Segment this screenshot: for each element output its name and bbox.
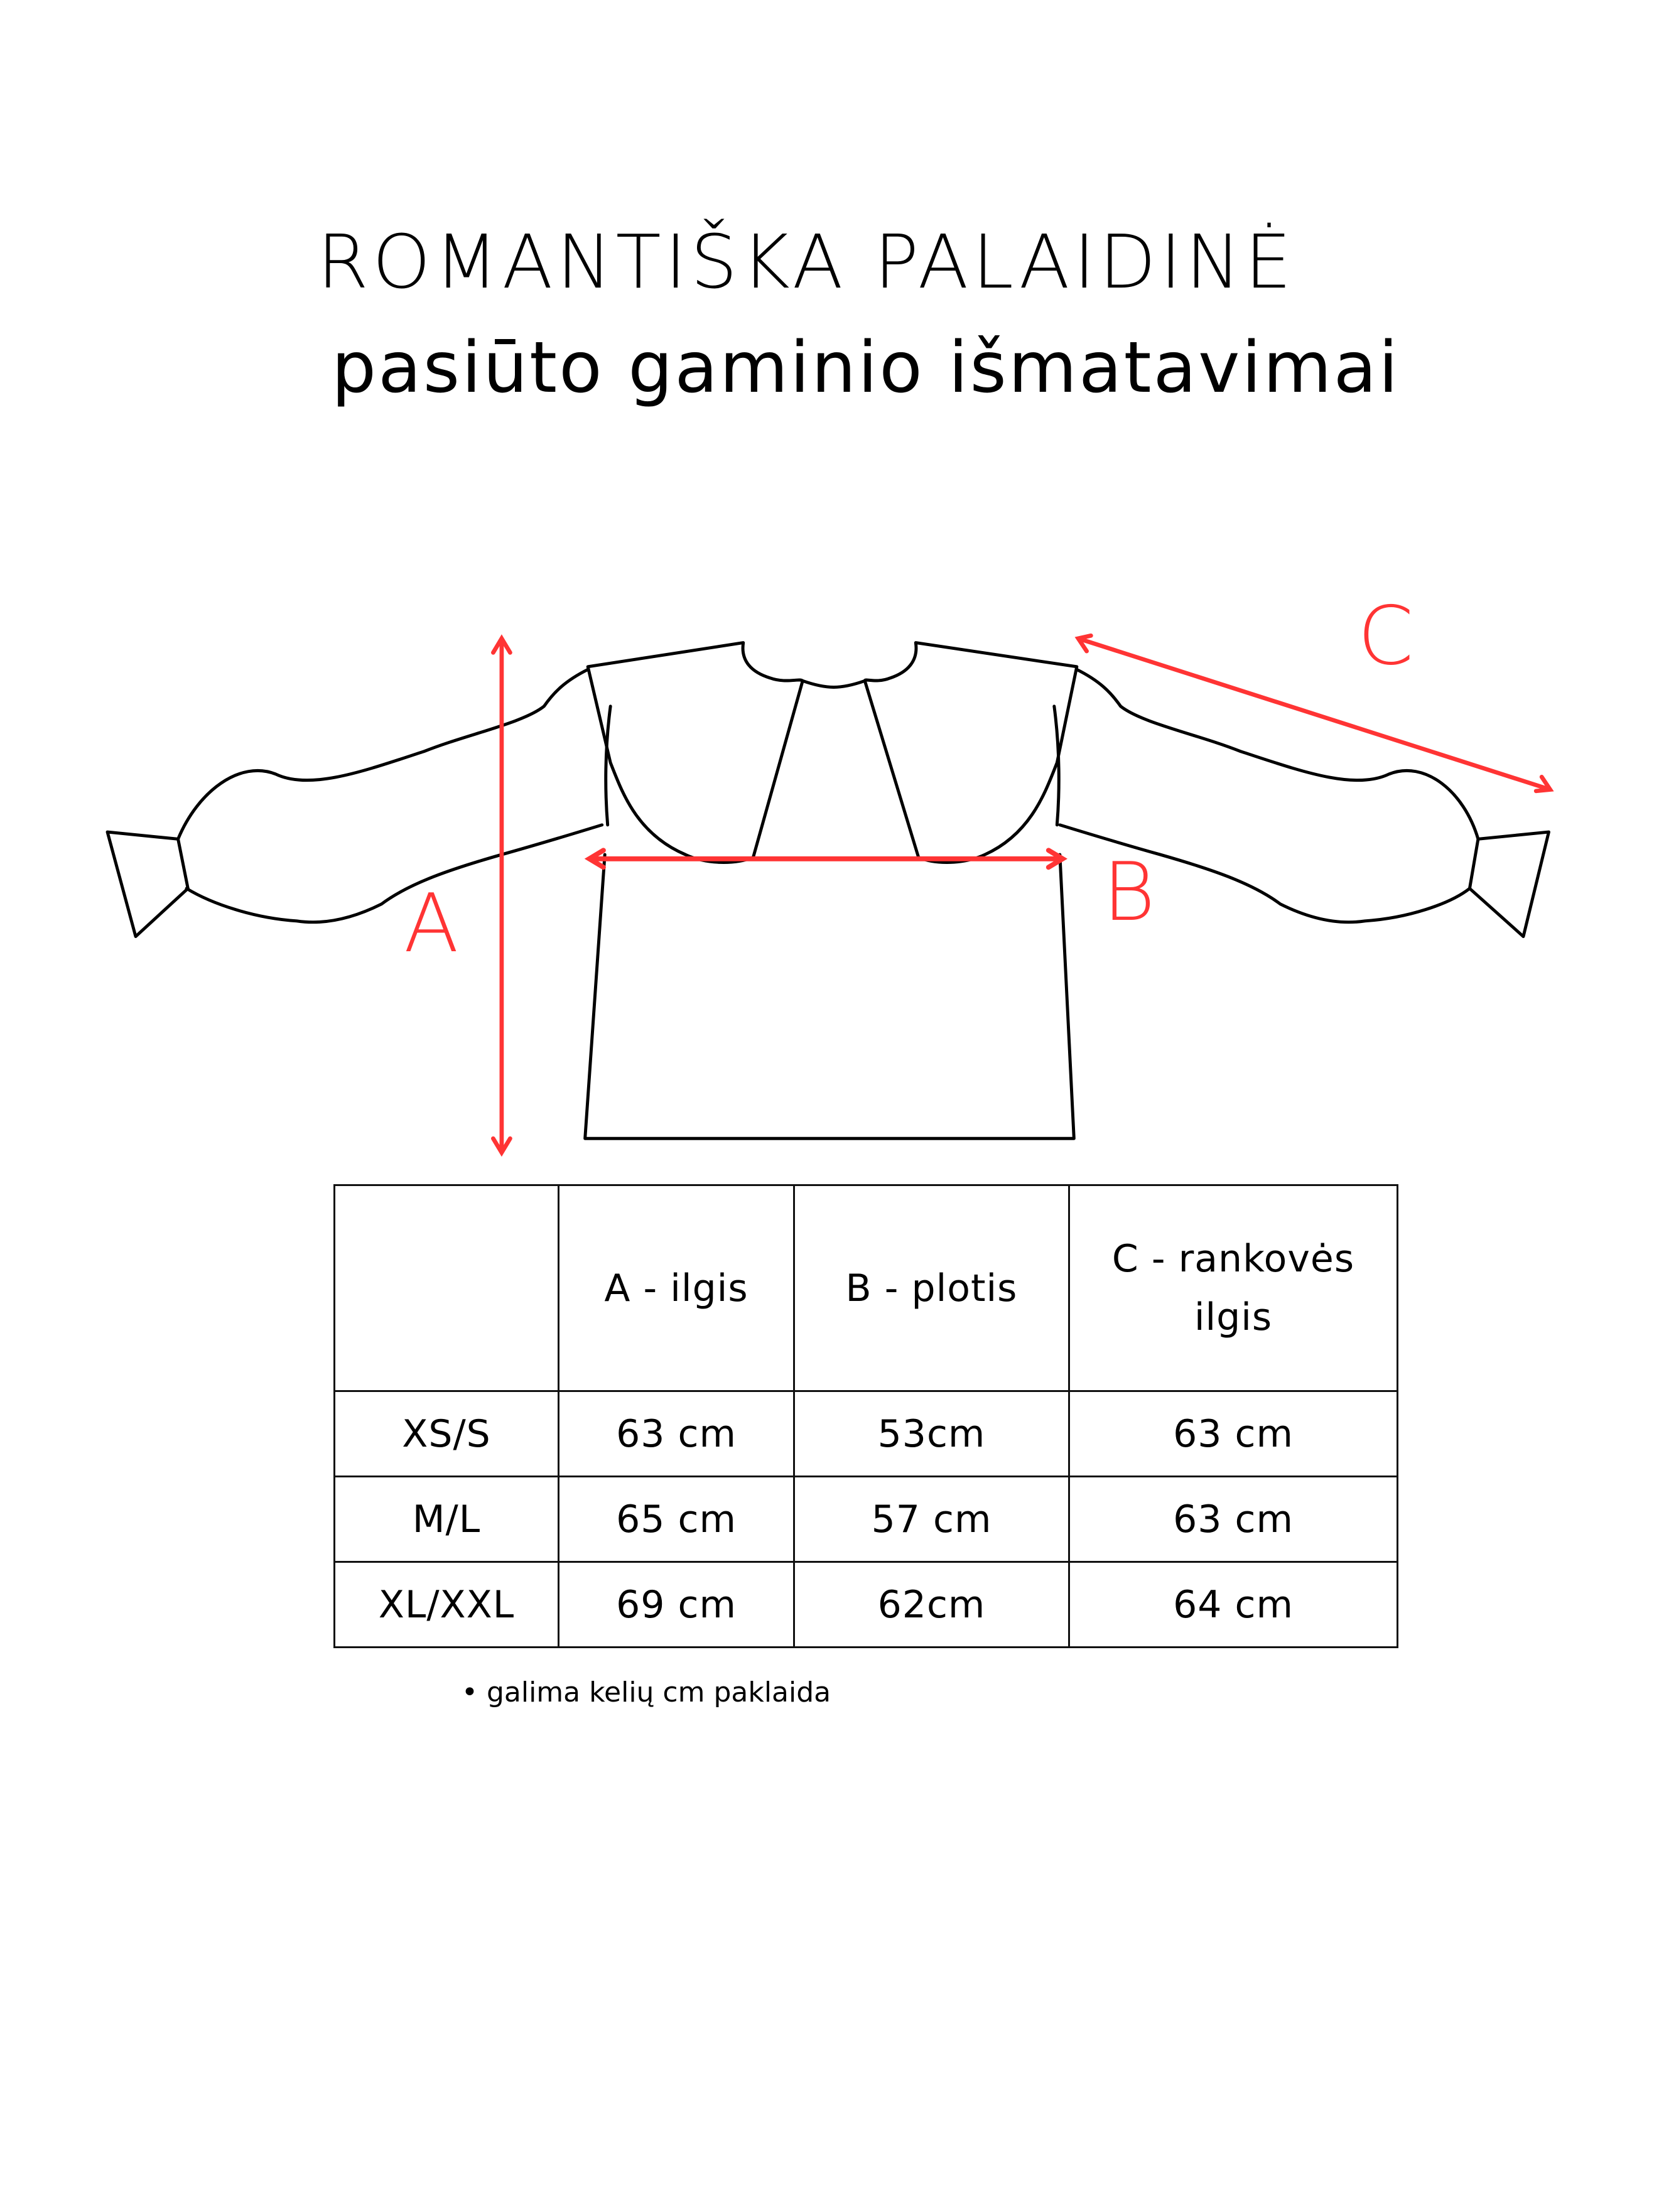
size-cell: XS/S [335,1391,559,1477]
measure-c-arrow [1078,635,1550,790]
blouse-outline [107,643,1548,1139]
table-header-row [335,1185,1398,1391]
value-a-cell: 63 cm [559,1391,794,1477]
value-c-cell: 63 cm [1069,1477,1398,1562]
value-b-cell: 62cm [794,1562,1069,1648]
size-table [333,1184,1398,1648]
value-b-cell: 57 cm [794,1477,1069,1562]
bullet-icon: • [462,1676,478,1708]
header-cell-b: B - plotis [794,1185,1069,1391]
header-cell-empty [335,1185,559,1391]
table-row [335,1562,1398,1648]
label-b: B [1103,846,1155,939]
footnote-text: galima kelių cm paklaida [486,1676,831,1708]
value-c-cell: 63 cm [1069,1391,1398,1477]
value-c-cell: 64 cm [1069,1562,1398,1648]
header-cell-a: A - ilgis [559,1185,794,1391]
measure-a-arrow [493,639,510,1153]
label-a: A [404,877,459,971]
header-cell-c: C - rankovės ilgis [1069,1185,1398,1391]
size-cell: XL/XXL [335,1562,559,1648]
value-a-cell: 65 cm [559,1477,794,1562]
footnote [462,1676,831,1708]
value-a-cell: 69 cm [559,1562,794,1648]
table-row [335,1391,1398,1477]
page-title: ROMANTIŠKA PALAIDINĖ [317,219,1295,305]
size-cell: M/L [335,1477,559,1562]
value-b-cell: 53cm [794,1391,1069,1477]
table-row [335,1477,1398,1562]
label-c: C [1358,590,1414,683]
page-subtitle: pasiūto gaminio išmatavimai [332,327,1400,409]
